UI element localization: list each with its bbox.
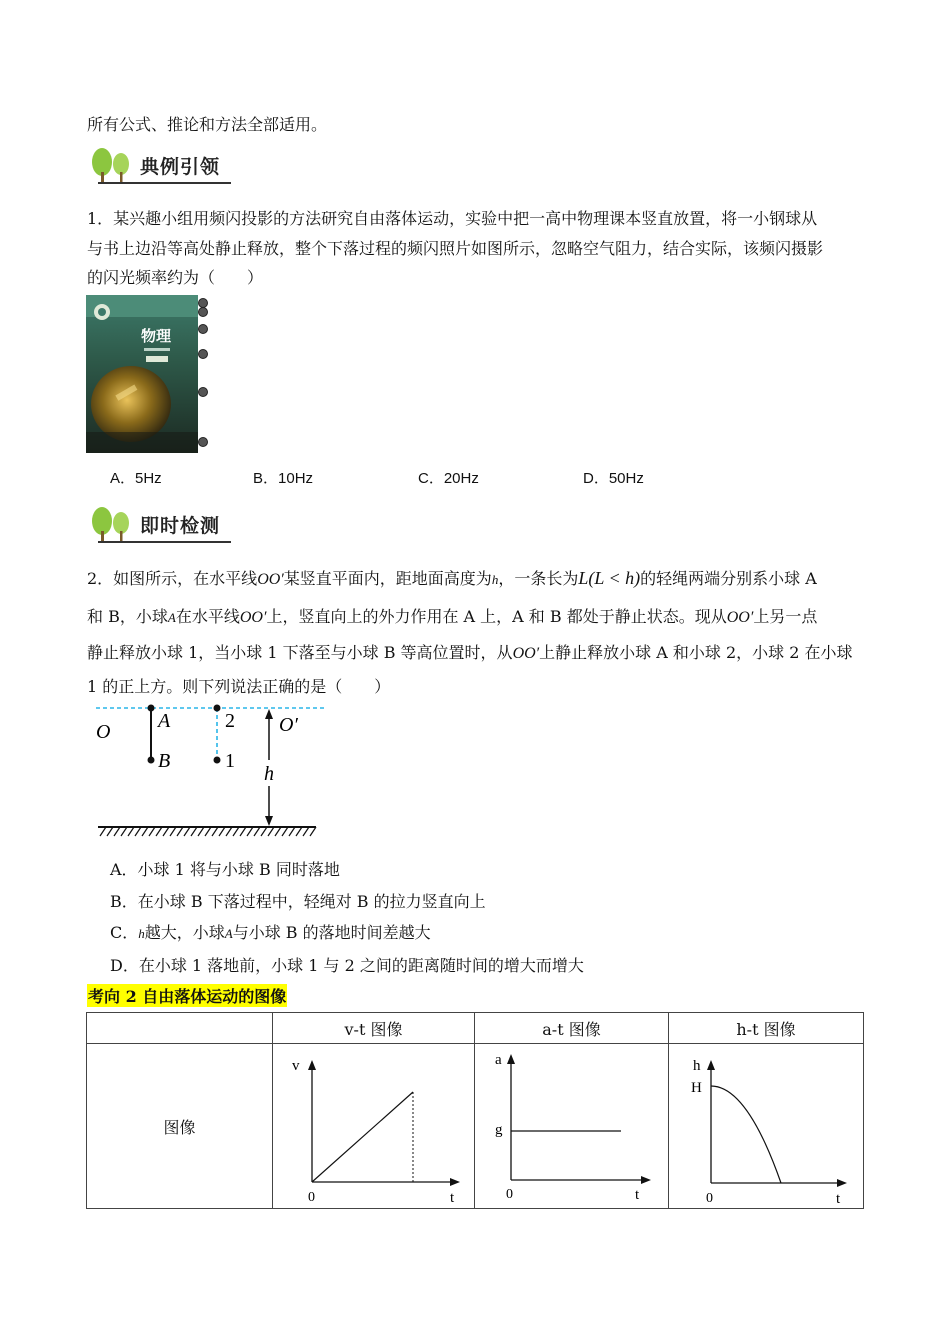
q2-option-c[interactable]: C．h越大，小球A与小球 B 的落地时间差越大	[110, 923, 431, 942]
heading-underline	[98, 541, 231, 543]
section-heading-examples	[88, 146, 231, 186]
q2-option-a[interactable]: A．小球 1 将与小球 B 同时落地	[110, 860, 340, 879]
heading-underline	[98, 182, 231, 184]
q2-option-b[interactable]: B．在小球 B 下落过程中，轻绳对 B 的拉力竖直向上	[110, 892, 486, 911]
q1-line-2: 与书上边沿等高处静止释放，整个下落过程的频闪照片如图所示，忽略空气阻力，结合实际，该频闪摄影	[87, 239, 824, 258]
label-2: 2	[225, 710, 235, 732]
at-x-label: t	[635, 1187, 640, 1203]
q2-line-4: 1 的正上方。则下列说法正确的是（ ）	[87, 677, 391, 696]
label-b: B	[158, 750, 171, 772]
tree-icon	[88, 505, 136, 545]
vt-x-label: t	[449, 1190, 454, 1204]
q1-line-3: 的闪光频率约为（ ）	[87, 268, 264, 287]
ht-x-label: t	[836, 1191, 841, 1204]
ball-b	[148, 757, 155, 764]
q1-line-1: 1．某兴趣小组用频闪投影的方法研究自由落体运动，实验中把一高中物理课本竖直放置，将一小钢球从	[87, 209, 818, 228]
book-title: 物理	[140, 327, 172, 345]
graph-table	[86, 1012, 864, 1209]
ht-graph-cell	[668, 1044, 863, 1209]
ball-a	[148, 705, 155, 712]
ht-origin: 0	[706, 1191, 714, 1204]
header-cell-empty	[87, 1013, 273, 1044]
section-highlight: 考向 2 自由落体运动的图像	[87, 984, 287, 1007]
row-label: 图像	[87, 1044, 273, 1209]
tree-icon	[88, 146, 136, 186]
q2-option-d[interactable]: D．在小球 1 落地前，小球 1 与 2 之间的距离随时间的增大而增大	[110, 956, 584, 975]
q1-option-d[interactable]: D．50Hz	[583, 470, 644, 487]
heading-label: 典例引领	[140, 156, 221, 178]
q1-option-a[interactable]: A．5Hz	[110, 470, 162, 487]
q2-figure	[94, 700, 324, 840]
ht-graph	[669, 1044, 862, 1204]
section-heading-quiz	[88, 505, 231, 545]
vt-graph-cell	[273, 1044, 475, 1209]
ground-hatch	[100, 827, 316, 836]
q2-line-3: 静止释放小球 1，当小球 1 下落至与小球 B 等高位置时，从OO′上静止释放小球 A 和小球 2，小球 2 在小球	[87, 643, 853, 662]
header-cell-at: a-t 图像	[475, 1013, 669, 1044]
cover-lens	[91, 366, 171, 442]
label-o: O	[96, 721, 111, 743]
table-row	[87, 1044, 864, 1209]
at-graph	[475, 1044, 667, 1204]
ht-y-label: h	[693, 1058, 701, 1074]
intro-line: 所有公式、推论和方法全部适用。	[87, 115, 328, 134]
ht-H-label: H	[691, 1080, 703, 1096]
at-graph-cell	[475, 1044, 669, 1209]
header-cell-ht: h-t 图像	[668, 1013, 863, 1044]
vt-y-label: v	[291, 1058, 299, 1074]
label-o-prime: O′	[279, 714, 298, 736]
q1-option-b[interactable]: B．10Hz	[253, 470, 314, 487]
strobe-photo	[86, 294, 212, 454]
ball-2	[214, 705, 221, 712]
at-y-label: a	[495, 1052, 503, 1068]
vt-graph	[274, 1044, 474, 1204]
table-header-row	[87, 1013, 864, 1044]
heading-label: 即时检测	[140, 515, 221, 537]
at-origin: 0	[506, 1187, 514, 1202]
label-a: A	[158, 710, 171, 732]
q2-line-2: 和 B，小球A在水平线OO′上，竖直向上的外力作用在 A 上，A 和 B 都处于静止状态。现从OO′上另一点	[87, 607, 818, 626]
q2-line-1: 2．如图所示，在水平线OO′某竖直平面内，距地面高度为h，一条长为L(L < h)的轻绳两端分别系小球 A	[87, 568, 817, 588]
ball-1	[214, 757, 221, 764]
at-g-label: g	[495, 1122, 503, 1138]
label-h: h	[264, 763, 274, 785]
header-cell-vt: v-t 图像	[273, 1013, 475, 1044]
vt-origin: 0	[307, 1190, 315, 1204]
label-1: 1	[225, 750, 235, 772]
q1-option-c[interactable]: C．20Hz	[418, 470, 479, 487]
